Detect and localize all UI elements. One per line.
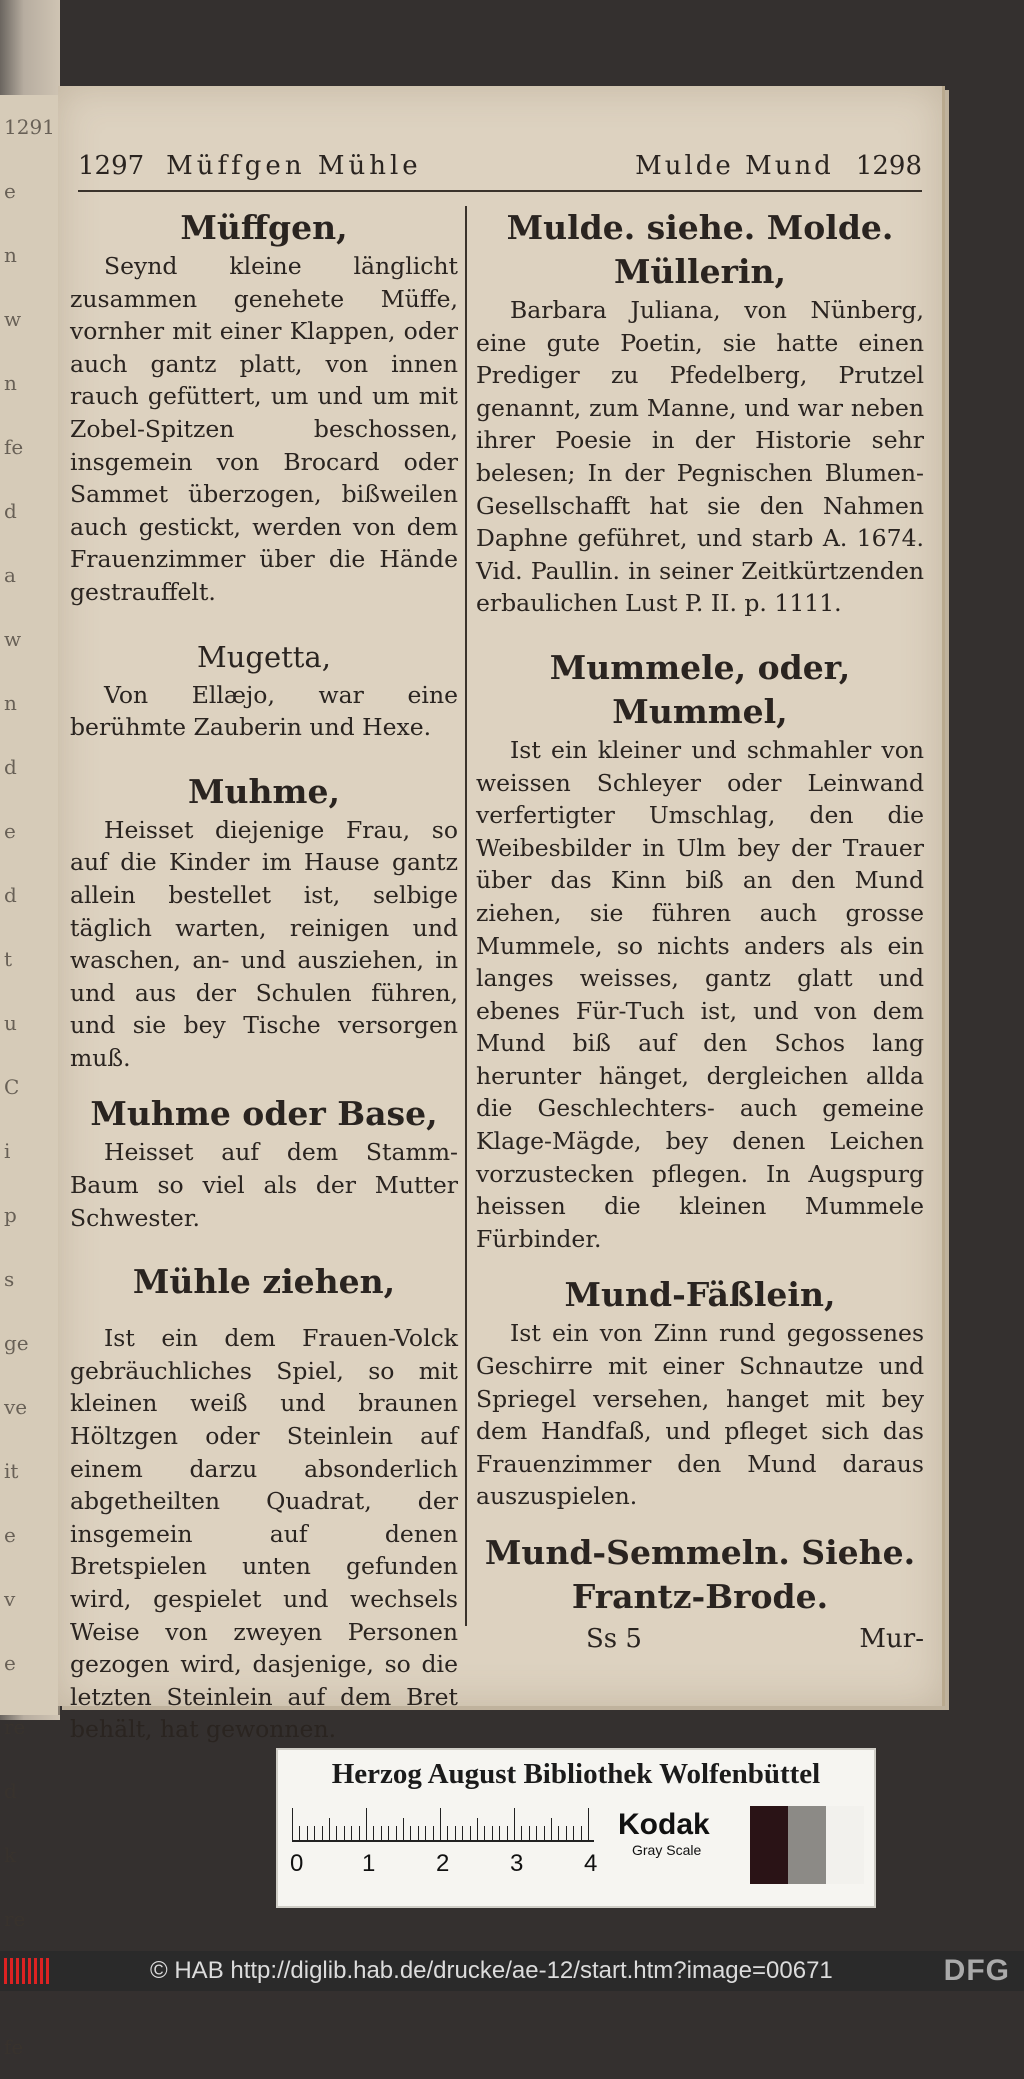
previous-page-fragment: d xyxy=(4,755,17,779)
ruler-number: 3 xyxy=(510,1850,524,1877)
previous-page-fragment: e xyxy=(4,179,16,203)
library-name: Herzog August Bibliothek Wolfenbüttel xyxy=(331,1758,821,1790)
dfg-logo: DFG xyxy=(943,1954,1010,1987)
ruler-tick xyxy=(588,1808,589,1840)
previous-page-fragment: d xyxy=(4,1779,17,1803)
ruler-tick xyxy=(544,1826,545,1840)
ruler-tick xyxy=(484,1826,485,1840)
ruler-tick xyxy=(292,1808,293,1840)
entry-title: Mugetta, xyxy=(197,639,331,674)
ruler-tick xyxy=(381,1826,382,1840)
ruler-number: 2 xyxy=(436,1850,450,1877)
ruler-tick xyxy=(299,1826,300,1840)
previous-page-fragment: e xyxy=(4,1523,16,1547)
ruler-tick xyxy=(388,1826,389,1840)
previous-page-fragment: t xyxy=(4,947,13,971)
ruler-tick xyxy=(507,1826,508,1840)
previous-page-fragment: n xyxy=(4,243,17,267)
ruler-tick xyxy=(566,1826,567,1840)
previous-page-fragment: fe xyxy=(4,2035,24,2059)
ruler-number: 0 xyxy=(290,1850,304,1877)
previous-page-fragment: it xyxy=(4,1459,19,1483)
barcode-icon xyxy=(4,1958,50,1984)
entry-title: Müffgen, xyxy=(180,208,348,247)
ruler-number: 4 xyxy=(584,1850,598,1877)
ruler-tick xyxy=(470,1826,471,1840)
ruler-tick xyxy=(314,1826,315,1840)
scale-ruler xyxy=(292,1806,594,1842)
previous-page-fragment: e xyxy=(4,819,16,843)
header-rule xyxy=(78,190,922,192)
previous-page-edge xyxy=(0,95,60,2059)
ruler-tick xyxy=(366,1808,367,1840)
book-page xyxy=(58,86,945,1744)
previous-page-fragment: u xyxy=(4,1011,17,1035)
ruler-tick xyxy=(425,1826,426,1840)
previous-page-fragment: w xyxy=(4,307,22,331)
previous-page-fragment: re xyxy=(4,1715,26,1739)
entry-title: Müllerin, xyxy=(614,252,786,291)
color-target-card xyxy=(276,1748,876,1908)
ruler-tick xyxy=(529,1826,530,1840)
previous-page-fragment: k xyxy=(4,1843,17,1867)
previous-page-fragment: e xyxy=(4,1651,16,1675)
ruler-tick xyxy=(551,1818,552,1840)
running-header xyxy=(78,146,922,186)
ruler-tick xyxy=(373,1826,374,1840)
ruler-tick xyxy=(558,1826,559,1840)
ruler-tick xyxy=(322,1826,323,1840)
left-page-number: 1297 xyxy=(78,151,145,181)
ruler-tick xyxy=(351,1826,352,1840)
ruler-tick xyxy=(477,1818,478,1840)
viewer-footer xyxy=(0,1951,1024,1991)
entry-body: Heisset auf dem Stamm-Baum so viel als der Mutter Schwester. xyxy=(70,1138,458,1232)
kodak-logo: Kodak xyxy=(618,1808,710,1841)
entry-body: Ist ein von Zinn rund gegossenes Geschirre mit einer Schnautze und Spriegel versehen, hanget mit bey dem Handfaß, und pfleget sich das Frauenzimmer den Mund daraus auszuspielen. xyxy=(476,1319,924,1511)
ruler-tick xyxy=(344,1826,345,1840)
ruler-tick xyxy=(447,1826,448,1840)
ruler-tick xyxy=(462,1826,463,1840)
ruler-tick xyxy=(514,1808,515,1840)
ruler-tick xyxy=(403,1818,404,1840)
entry-body: Von Ellæjo, war eine berühmte Zauberin und Hexe. xyxy=(70,680,458,742)
ruler-tick xyxy=(581,1826,582,1840)
entry-body: Seynd kleine länglicht zusammen genehete Müffe, vornher mit einer Klappen, oder auch gantz platt, von innen rauch gefüttert, um und um mit Zobel-Spitzen beschossen, insgemein von Brocard oder Sammet überzogen, bißweilen auch gestickt, werden von dem Frauenzimmer über die Hände gestrauffelt. xyxy=(70,252,458,606)
previous-page-fragment: n xyxy=(4,691,17,715)
ruler-tick xyxy=(329,1818,330,1840)
previous-page-fragment: v xyxy=(4,1587,16,1611)
swatch-white xyxy=(826,1806,864,1884)
right-page-number: 1298 xyxy=(855,151,922,181)
entry-title: Mulde. siehe. Molde. xyxy=(506,208,894,247)
left-running-title: Müffgen Mühle xyxy=(166,151,422,181)
previous-page-fragment: d xyxy=(4,499,17,523)
ruler-tick xyxy=(440,1808,441,1840)
column-divider xyxy=(465,206,467,1626)
entry-body: Barbara Juliana, von Nünberg, eine gute Poetin, sie hatte einen Prediger zu Pfedelberg, Prutzel genannt, zum Manne, und war neben ihrer Poesie in der Historie sehr belesen; In der Pegnischen Blumen-Gesellschafft hat sie den Nahmen Daphne geführet, und starb A. 1674. Vid. Paullin. in seiner Zeitkürtzenden erbaulichen Lust P. II. p. 1111. xyxy=(476,296,924,618)
ruler-tick xyxy=(307,1826,308,1840)
ruler-tick xyxy=(499,1826,500,1840)
left-column xyxy=(70,206,458,1746)
previous-page-fragment: w xyxy=(4,627,22,651)
previous-page-fragment: n xyxy=(4,371,17,395)
previous-page-fragment: s xyxy=(4,1267,15,1291)
page-footer xyxy=(476,1624,924,1654)
previous-page-fragment: d xyxy=(4,883,17,907)
copyright-link[interactable]: © HAB http://diglib.hab.de/drucke/ae-12/start.htm?image=00671 xyxy=(150,1957,833,1984)
entry-title: Muhme oder Base, xyxy=(90,1094,438,1134)
ruler-tick xyxy=(573,1826,574,1840)
previous-page-fragment: p xyxy=(4,1203,17,1227)
ruler-tick xyxy=(418,1826,419,1840)
ruler-tick xyxy=(536,1826,537,1840)
catchword: Mur- xyxy=(859,1624,924,1654)
ruler-tick xyxy=(396,1826,397,1840)
gray-scale-label: Gray Scale xyxy=(632,1842,702,1858)
ruler-number: 1 xyxy=(362,1850,376,1877)
previous-page-fragment: ge xyxy=(4,1331,29,1355)
previous-page-fragment: a xyxy=(4,563,16,587)
entry-body: Ist ein kleiner und schmahler von weissen Schleyer oder Leinwand verfertigter Umschlag, den die Weibesbilder in Ulm bey der Trauer über das Kinn biß an den Mund ziehen, sie führen auch grosse Mummele, so nichts anders als ein langes weisses, gantz glatt und ebenes Für-Tuch ist, und von dem Mund biß auf den Schos lang herunter hänget, dergleichen allda die Geschlechters- auch gemeine Klage-Mägde, bey denen Leichen vorzustecken pflegen. In Augspurg heissen die kleinen Mummele Fürbinder. xyxy=(476,735,924,1253)
previous-page-fragment: re xyxy=(4,1907,26,1931)
entry-title: Mund-Semmeln. Siehe. Frantz-Brode. xyxy=(484,1533,916,1616)
entry-title: Mund-Fäßlein, xyxy=(564,1275,836,1315)
signature-mark: Ss 5 xyxy=(586,1624,642,1654)
previous-page-fragment: ve xyxy=(4,1395,28,1419)
right-running-title: Mulde Mund xyxy=(635,151,834,181)
ruler-tick xyxy=(492,1826,493,1840)
ruler-tick xyxy=(410,1826,411,1840)
previous-page-fragment: 1291 xyxy=(4,115,55,139)
right-column xyxy=(476,206,924,1619)
entry-body: Heisset diejenige Frau, so auf die Kinder im Hause gantz allein bestellet ist, selbige täglich warten, reinigen und waschen, an- und ausziehen, in und aus der Schulen führen, und sie bey Tische versorgen muß. xyxy=(70,815,458,1072)
previous-page-fragment: i xyxy=(4,1139,11,1163)
ruler-tick xyxy=(359,1826,360,1840)
entry-body: Ist ein dem Frauen-Volck gebräuchliches Spiel, so mit kleinen weiß und braunen Höltzgen oder Steinlein auf einem darzu absonderlich abgetheilten Quadrat, der insgemein auf denen Bretspielen unten gefunden wird, gespielet und wechsels Weise von zweyen Personen gezogen wird, dasjenige, so die letzten Steinlein auf dem Bret behält, hat gewonnen. xyxy=(70,1324,458,1744)
entry-title: Muhme, xyxy=(188,771,340,811)
swatch-dark xyxy=(750,1806,788,1884)
ruler-tick xyxy=(455,1826,456,1840)
entry-title: Mummele, oder, Mummel, xyxy=(549,647,851,731)
ruler-tick xyxy=(336,1826,337,1840)
swatch-gray xyxy=(788,1806,826,1884)
entry-title: Mühle ziehen, xyxy=(132,1262,396,1302)
ruler-tick xyxy=(521,1826,522,1840)
previous-page-fragment: C xyxy=(4,1075,20,1099)
previous-page-fragment: fe xyxy=(4,435,24,459)
ruler-tick xyxy=(433,1826,434,1840)
